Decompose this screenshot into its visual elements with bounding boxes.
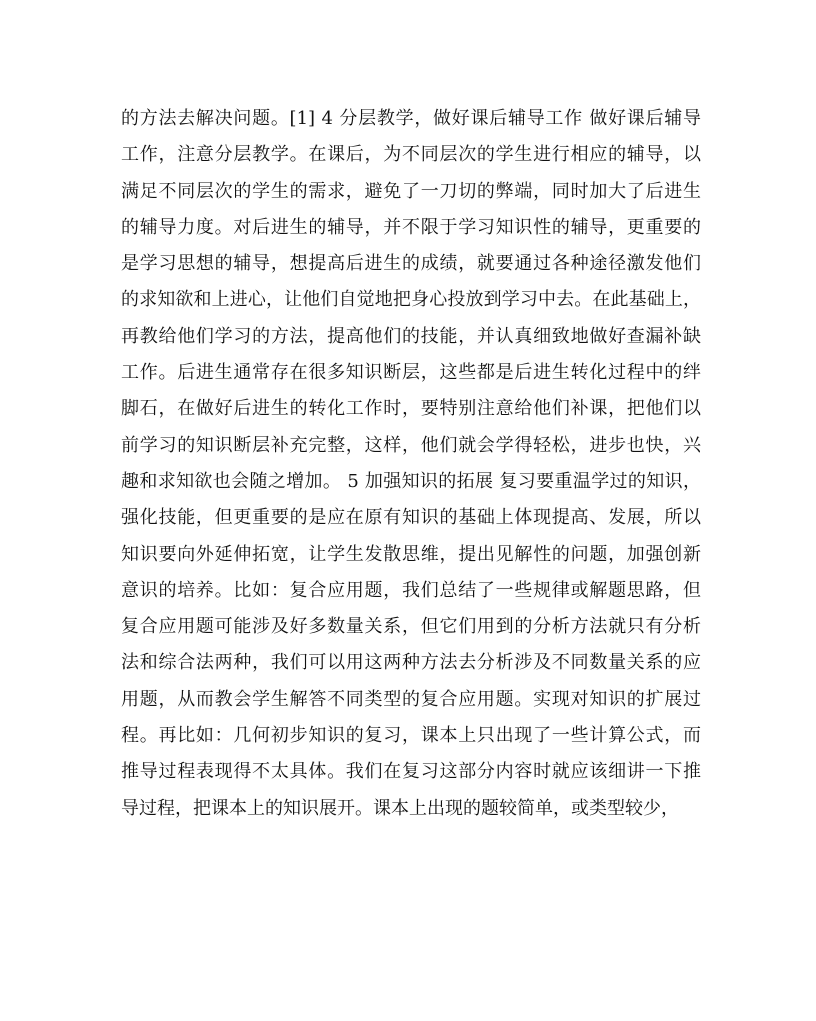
text-line: 再教给他们学习的方法，提高他们的技能，并认真细致地做好查漏补缺 [121, 325, 701, 347]
text-line: 脚石，在做好后进生的转化工作时，要特别注意给他们补课，把他们以 [121, 398, 701, 420]
body-text [121, 101, 701, 827]
text-line: 程。再比如：几何初步知识的复习，课本上只出现了一些计算公式，而 [121, 725, 701, 747]
text-line: 的求知欲和上进心，让他们自觉地把身心投放到学习中去。在此基础上， [121, 289, 701, 311]
text-line: 复合应用题可能涉及好多数量关系，但它们用到的分析方法就只有分析 [121, 616, 701, 638]
text-line: 趣和求知欲也会随之增加。 5 加强知识的拓展 复习要重温学过的知识， [121, 470, 701, 492]
text-line: 满足不同层次的学生的需求，避免了一刀切的弊端，同时加大了后进生 [121, 180, 701, 202]
text-line: 工作。后进生通常存在很多知识断层，这些都是后进生转化过程中的绊 [121, 362, 701, 384]
text-line: 的辅导力度。对后进生的辅导，并不限于学习知识性的辅导，更重要的 [121, 216, 701, 238]
text-line: 知识要向外延伸拓宽，让学生发散思维，提出见解性的问题，加强创新 [121, 543, 701, 565]
text-line: 用题，从而教会学生解答不同类型的复合应用题。实现对知识的扩展过 [121, 688, 701, 710]
text-line: 工作，注意分层教学。在课后，为不同层次的学生进行相应的辅导，以 [121, 144, 701, 166]
text-line: 推导过程表现得不太具体。我们在复习这部分内容时就应该细讲一下推 [121, 761, 701, 783]
text-line: 导过程，把课本上的知识展开。课本上出现的题较简单，或类型较少， [121, 797, 679, 819]
text-line: 前学习的知识断层补充完整，这样，他们就会学得轻松，进步也快，兴 [121, 434, 701, 456]
text-line: 法和综合法两种，我们可以用这两种方法去分析涉及不同数量关系的应 [121, 652, 701, 674]
text-line: 强化技能，但更重要的是应在原有知识的基础上体现提高、发展，所以 [121, 507, 701, 529]
text-line: 是学习思想的辅导，想提高后进生的成绩，就要通过各种途径激发他们 [121, 253, 701, 275]
text-line: 的方法去解决问题。[1] 4 分层教学，做好课后辅导工作 做好课后辅导 [121, 108, 701, 129]
text-line: 意识的培养。比如：复合应用题，我们总结了一些规律或解题思路，但 [121, 579, 701, 601]
